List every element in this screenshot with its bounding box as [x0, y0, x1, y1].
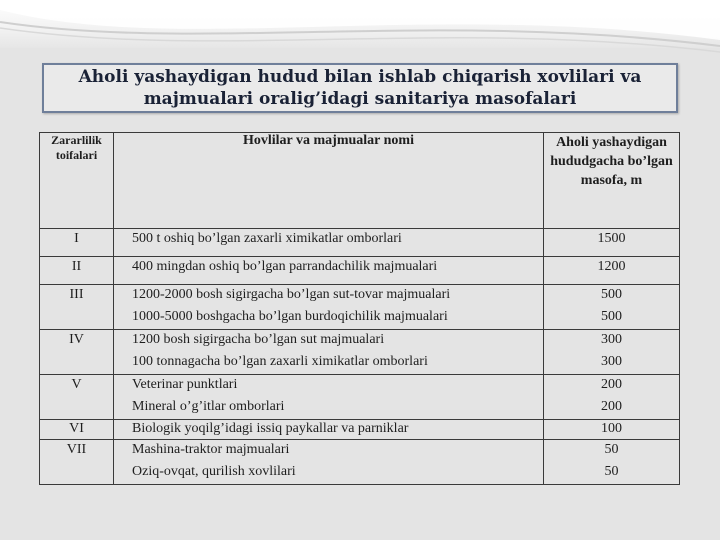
- item-name: 500 t oshiq bo’lgan zaxarli ximikatlar omborlari: [132, 231, 402, 246]
- item-distance: 500: [601, 287, 622, 302]
- item-distance: 500: [601, 309, 622, 324]
- item-name: 1200 bosh sigirgacha bo’lgan sut majmualari: [132, 332, 385, 347]
- distance-cell: [544, 285, 680, 330]
- table-row: [40, 440, 680, 485]
- item-distance: 200: [601, 377, 622, 392]
- slide-title-box: [42, 63, 678, 113]
- item-distance: 1500: [597, 231, 626, 246]
- item-distance: 50: [604, 442, 619, 457]
- category-label: III: [69, 287, 84, 302]
- distance-cell: [544, 420, 680, 440]
- header-name: Hovlilar va majmualar nomi: [114, 133, 544, 229]
- item-name: 400 mingdan oshiq bo’lgan parrandachilik majmualari: [132, 259, 438, 274]
- table-row: [40, 285, 680, 330]
- distance-cell: [544, 229, 680, 257]
- header-category: Zararlilik toifalari: [40, 133, 114, 229]
- sanitary-distance-table: [39, 132, 680, 485]
- item-name: Veterinar punktlari: [132, 377, 238, 392]
- distance-cell: [544, 440, 680, 485]
- item-name: 100 tonnagacha bo’lgan zaxarli ximikatlar omborlari: [132, 354, 428, 369]
- table-row: [40, 420, 680, 440]
- table-row: [40, 257, 680, 285]
- name-cell: [114, 420, 544, 440]
- item-name: Biologik yoqilg’idagi issiq paykallar va parniklar: [132, 421, 409, 436]
- item-distance: 50: [604, 464, 619, 479]
- table-row: [40, 330, 680, 375]
- item-distance: 100: [601, 421, 622, 436]
- item-distance: 300: [601, 332, 622, 347]
- name-cell: [114, 375, 544, 420]
- item-name: Mashina-traktor majmualari: [132, 442, 290, 457]
- distance-cell: [544, 257, 680, 285]
- category-label: II: [71, 259, 82, 274]
- category-cell: [40, 330, 114, 375]
- category-cell: [40, 257, 114, 285]
- item-distance: 200: [601, 399, 622, 414]
- name-cell: [114, 330, 544, 375]
- item-name: 1000-5000 boshgacha bo’lgan burdoqichilik majmualari: [132, 309, 448, 324]
- category-cell: [40, 420, 114, 440]
- item-distance: 300: [601, 354, 622, 369]
- category-label: V: [71, 377, 82, 392]
- item-name: Mineral o’g’itlar omborlari: [132, 399, 285, 414]
- category-cell: [40, 375, 114, 420]
- item-name: 1200-2000 bosh sigirgacha bo’lgan sut-tovar majmualari: [132, 287, 451, 302]
- category-label: IV: [69, 332, 84, 347]
- table-header-row: [40, 133, 680, 229]
- header-distance: Aholi yashaydigan hududgacha bo’lgan masofa, m: [544, 133, 680, 229]
- category-label: I: [74, 231, 79, 246]
- name-cell: [114, 285, 544, 330]
- name-cell: [114, 229, 544, 257]
- table-row: [40, 375, 680, 420]
- category-label: VII: [66, 442, 87, 457]
- table-row: [40, 229, 680, 257]
- name-cell: [114, 440, 544, 485]
- item-name: Oziq-ovqat, qurilish xovlilari: [132, 464, 296, 479]
- item-distance: 1200: [597, 259, 626, 274]
- category-cell: [40, 229, 114, 257]
- category-cell: [40, 440, 114, 485]
- name-cell: [114, 257, 544, 285]
- category-cell: [40, 285, 114, 330]
- distance-cell: [544, 330, 680, 375]
- decorative-wave: [0, 0, 720, 60]
- distance-cell: [544, 375, 680, 420]
- category-label: VI: [69, 421, 84, 436]
- slide-title: Aholi yashaydigan hudud bilan ishlab chiqarish xovlilari va majmualari oralig’idagi sanitariya masofalari: [78, 67, 642, 109]
